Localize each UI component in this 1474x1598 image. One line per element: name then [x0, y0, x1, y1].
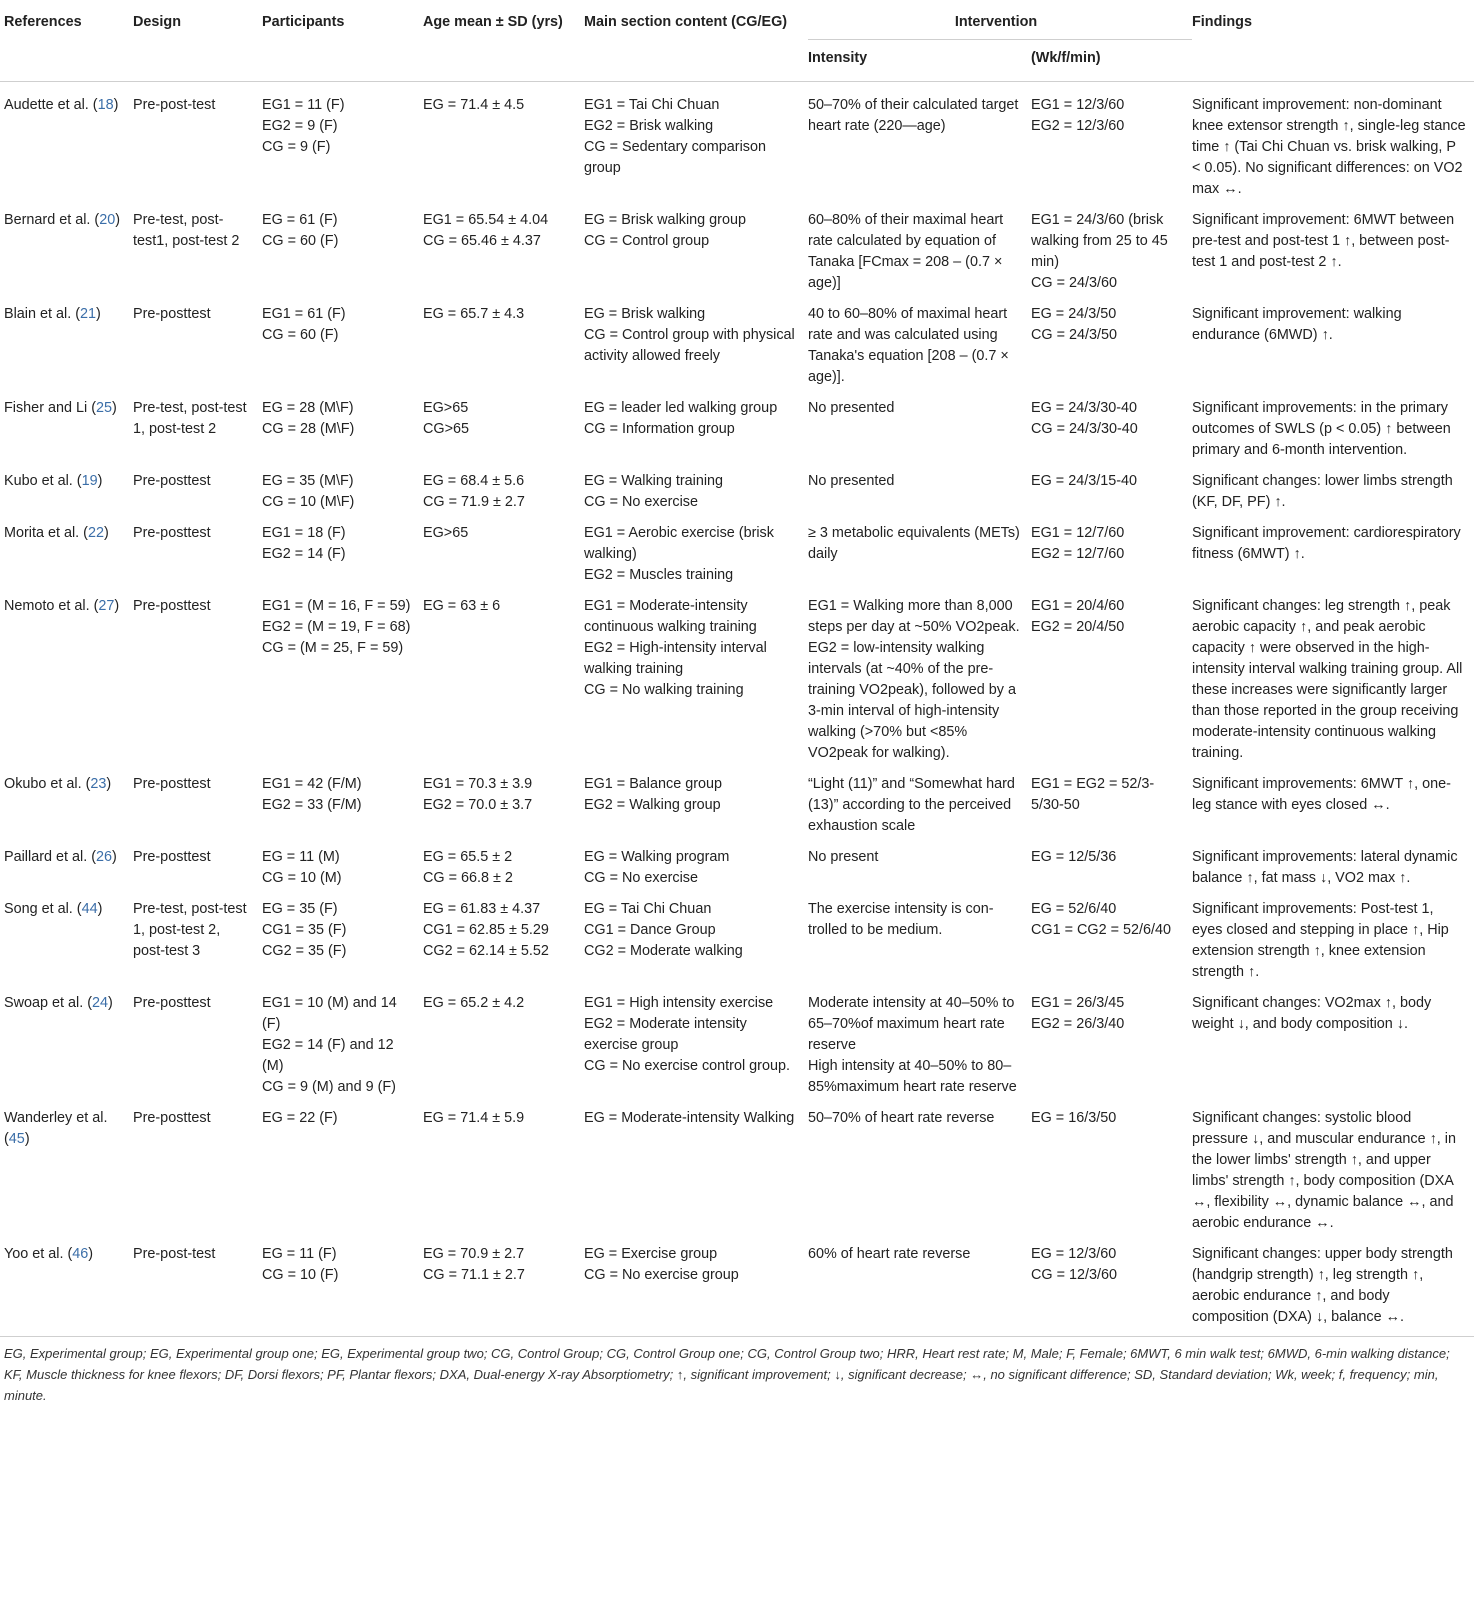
cell-reference: Wanderley et al. (45): [4, 1110, 108, 1147]
content-line: CG2 = Moderate walking: [584, 943, 743, 959]
cell-reference: Kubo et al. (19): [4, 473, 103, 489]
cell-reference: Yoo et al. (46): [4, 1246, 94, 1262]
age-line: EG = 63 ± 6: [423, 598, 501, 614]
findings-line: Significant improvements: Post-test 1, eyes closed and stepping in place ↑, Hip extension strength ↑, knee extension strength ↑.: [1192, 901, 1449, 980]
findings-line: Significant improvements: 6MWT ↑, one-leg stance with eyes closed ↔.: [1192, 776, 1451, 813]
cell-findings: [1192, 590, 1474, 768]
intensity-line: 50–70% of heart rate reverse: [808, 1110, 995, 1126]
cell-findings: [1192, 1238, 1474, 1336]
reference-name: Kubo et al.: [4, 473, 73, 489]
cell-participants: [262, 590, 423, 768]
cell-intensity: [808, 590, 1031, 768]
content-line: EG = Moderate-intensity Walking: [584, 1110, 795, 1126]
reference-name: Audette et al.: [4, 97, 89, 113]
design-line: Pre-posttest: [133, 525, 211, 541]
age-line: EG = 71.4 ± 5.9: [423, 1110, 525, 1126]
cell-age: [423, 82, 584, 205]
cell-intensity: [808, 517, 1031, 590]
content-line: EG1 = Balance group: [584, 776, 723, 792]
wk-line: EG1 = 12/3/60: [1031, 97, 1125, 113]
table-row: [0, 841, 1474, 893]
cell-content: [584, 841, 808, 893]
cell-findings: [1192, 893, 1474, 987]
content-line: EG1 = High intensity exercise: [584, 995, 774, 1011]
content-line: EG2 = Muscles training: [584, 567, 734, 583]
cell-content: [584, 298, 808, 392]
cell-participants: [262, 204, 423, 298]
cell-design: [133, 204, 262, 298]
cell-design: [133, 465, 262, 517]
table-row: [0, 517, 1474, 590]
participants-line: EG2 = 14 (F) and 12 (M): [262, 1037, 394, 1074]
cell-intensity: [808, 392, 1031, 465]
reference-name: Okubo et al.: [4, 776, 82, 792]
design-line: Pre-posttest: [133, 306, 211, 322]
wk-line: EG = 24/3/50: [1031, 306, 1117, 322]
cell-reference: Song et al. (44): [4, 901, 103, 917]
reference-name: Paillard et al.: [4, 849, 88, 865]
cell-findings: [1192, 82, 1474, 205]
wk-line: EG = 16/3/50: [1031, 1110, 1117, 1126]
content-line: EG1 = Tai Chi Chuan: [584, 97, 720, 113]
age-line: EG = 68.4 ± 5.6: [423, 473, 525, 489]
age-line: EG = 61.83 ± 4.37: [423, 901, 541, 917]
table-row: [0, 768, 1474, 841]
intensity-line: No presented: [808, 473, 895, 489]
wk-line: EG = 12/3/60: [1031, 1246, 1117, 1262]
reference-name: Swoap et al.: [4, 995, 84, 1011]
cell-design: [133, 1238, 262, 1336]
header-intensity: Intensity: [808, 50, 868, 66]
participants-line: EG = 61 (F): [262, 212, 338, 228]
wk-line: EG2 = 12/7/60: [1031, 546, 1125, 562]
findings-line: Significant changes: VO2max ↑, body weight ↓, and body composition ↓.: [1192, 995, 1432, 1032]
cell-findings: [1192, 298, 1474, 392]
age-line: EG2 = 70.0 ± 3.7: [423, 797, 533, 813]
wk-line: CG = 24/3/60: [1031, 275, 1117, 291]
content-line: CG = No walking training: [584, 682, 744, 698]
findings-line: Significant changes: upper body strength (handgrip strength) ↑, leg strength ↑, aerobic endurance ↑, and body composition (DXA) ↓, balance ↔.: [1192, 1246, 1453, 1325]
table-row: [0, 298, 1474, 392]
age-line: CG = 71.9 ± 2.7: [423, 494, 525, 510]
content-line: EG = Walking training: [584, 473, 724, 489]
reference-citation-link[interactable]: 23: [90, 776, 107, 792]
participants-line: EG2 = 9 (F): [262, 118, 338, 134]
content-line: EG2 = Brisk walking: [584, 118, 714, 134]
wk-line: EG2 = 12/3/60: [1031, 118, 1125, 134]
content-line: CG = Information group: [584, 421, 735, 437]
cell-reference: Nemoto et al. (27): [4, 598, 120, 614]
participants-line: CG = 9 (M) and 9 (F): [262, 1079, 396, 1095]
cell-reference: Audette et al. (18): [4, 97, 119, 113]
age-line: CG = 65.46 ± 4.37: [423, 233, 541, 249]
wk-line: EG2 = 20/4/50: [1031, 619, 1125, 635]
cell-age: [423, 841, 584, 893]
intensity-line: No present: [808, 849, 879, 865]
content-line: CG1 = Dance Group: [584, 922, 716, 938]
cell-wk: [1031, 768, 1192, 841]
cell-participants: [262, 987, 423, 1102]
design-line: Pre-posttest: [133, 776, 211, 792]
participants-line: EG1 = 61 (F): [262, 306, 346, 322]
cell-age: [423, 893, 584, 987]
design-line: Pre-post-test: [133, 1246, 216, 1262]
intensity-line: Moderate intensity at 40–50% to 65–70%of maximum heart rate reserve: [808, 995, 1015, 1053]
participants-line: CG = 28 (M\F): [262, 421, 355, 437]
cell-intensity: [808, 204, 1031, 298]
participants-line: CG = 10 (F): [262, 1267, 339, 1283]
content-line: CG = Sedentary comparison group: [584, 139, 766, 176]
header-findings: Findings: [1192, 14, 1252, 30]
cell-reference: Bernard et al. (20): [4, 212, 121, 228]
age-line: EG = 65.7 ± 4.3: [423, 306, 525, 322]
findings-line: Significant changes: systolic blood pressure ↓, and muscular endurance ↑, in the lower limbs' strength ↑, and upper limbs' strength ↑, body composition (DXA ↔, flexibility ↔, dynamic balance ↔, and aerobic endurance ↔.: [1192, 1110, 1456, 1231]
cell-design: [133, 517, 262, 590]
table-row: [0, 204, 1474, 298]
cell-content: [584, 1102, 808, 1238]
cell-reference: Morita et al. (22): [4, 525, 109, 541]
cell-design: [133, 893, 262, 987]
participants-line: EG2 = 33 (F/M): [262, 797, 362, 813]
content-line: CG = No exercise control group.: [584, 1058, 790, 1074]
content-line: EG1 = Moderate-intensity continuous walking training: [584, 598, 757, 635]
cell-wk: [1031, 841, 1192, 893]
cell-wk: [1031, 392, 1192, 465]
participants-line: EG1 = 10 (M) and 14 (F): [262, 995, 397, 1032]
participants-line: CG = 60 (F): [262, 327, 339, 343]
cell-design: [133, 82, 262, 205]
age-line: EG = 70.9 ± 2.7: [423, 1246, 525, 1262]
cell-content: [584, 1238, 808, 1336]
cell-findings: [1192, 987, 1474, 1102]
participants-line: CG = 9 (F): [262, 139, 331, 155]
cell-participants: [262, 768, 423, 841]
cell-reference: Paillard et al. (26): [4, 849, 117, 865]
findings-line: Significant changes: leg strength ↑, peak aerobic capacity ↑, and peak aerobic capacity ↑ were observed in the high-intensity interval walking training group. All these increases were significantly larger than those reported in the group receiving moderate-intensity continuous walking training.: [1192, 598, 1463, 761]
reference-citation-link[interactable]: 19: [81, 473, 98, 489]
age-line: CG2 = 62.14 ± 5.52: [423, 943, 549, 959]
cell-participants: [262, 1102, 423, 1238]
cell-wk: [1031, 590, 1192, 768]
cell-design: [133, 987, 262, 1102]
participants-line: EG1 = 18 (F): [262, 525, 346, 541]
table-row: [0, 1238, 1474, 1336]
content-line: CG = No exercise group: [584, 1267, 739, 1283]
cell-content: [584, 987, 808, 1102]
cell-intensity: [808, 841, 1031, 893]
cell-age: [423, 1102, 584, 1238]
findings-line: Significant improvement: walking endurance (6MWD) ↑.: [1192, 306, 1402, 343]
age-line: EG = 65.5 ± 2: [423, 849, 513, 865]
content-line: EG = Brisk walking group: [584, 212, 746, 228]
participants-line: CG2 = 35 (F): [262, 943, 347, 959]
cell-wk: [1031, 1238, 1192, 1336]
cell-design: [133, 768, 262, 841]
cell-age: [423, 392, 584, 465]
intensity-line: “Light (11)” and “Somewhat hard (13)” according to the perceived exhaustion scale: [808, 776, 1015, 834]
intensity-line: 60–80% of their maximal heart rate calculated by equation of Tanaka [FCmax = 208 – (0.7 × age)]: [808, 212, 1004, 291]
cell-reference: Okubo et al. (23): [4, 776, 112, 792]
reference-citation-link[interactable]: 18: [97, 97, 114, 113]
cell-age: [423, 768, 584, 841]
content-line: EG = Walking program: [584, 849, 730, 865]
wk-line: EG1 = 20/4/60: [1031, 598, 1125, 614]
cell-age: [423, 590, 584, 768]
reference-citation-link[interactable]: 26: [96, 849, 113, 865]
wk-line: EG1 = 26/3/45: [1031, 995, 1125, 1011]
content-line: EG = Tai Chi Chuan: [584, 901, 712, 917]
cell-age: [423, 465, 584, 517]
design-line: Pre-posttest: [133, 995, 211, 1011]
table-row: [0, 465, 1474, 517]
cell-wk: [1031, 465, 1192, 517]
cell-findings: [1192, 465, 1474, 517]
header-wkfmin: (Wk/f/min): [1031, 50, 1101, 66]
table-row: [0, 590, 1474, 768]
content-line: EG1 = Aerobic exercise (brisk walking): [584, 525, 774, 562]
wk-line: EG = 52/6/40: [1031, 901, 1117, 917]
findings-line: Significant improvement: cardiorespiratory fitness (6MWT) ↑.: [1192, 525, 1461, 562]
reference-name: Blain et al.: [4, 306, 72, 322]
findings-line: Significant improvements: lateral dynamic balance ↑, fat mass ↓, VO2 max ↑.: [1192, 849, 1458, 886]
cell-wk: [1031, 1102, 1192, 1238]
participants-line: EG = 35 (M\F): [262, 473, 354, 489]
header-intervention: Intervention: [808, 0, 1192, 40]
cell-intensity: [808, 1102, 1031, 1238]
findings-line: Significant improvement: non-dominant knee extensor strength ↑, single-leg stance time ↑ (Tai Chi Chuan vs. brisk walking, P < 0.05). No significant differences: on VO2 max ↔.: [1192, 97, 1466, 197]
cell-participants: [262, 517, 423, 590]
table-row: [0, 392, 1474, 465]
participants-line: EG2 = 14 (F): [262, 546, 346, 562]
reference-citation-link[interactable]: 20: [99, 212, 116, 228]
cell-content: [584, 465, 808, 517]
cell-wk: [1031, 298, 1192, 392]
age-line: CG>65: [423, 421, 469, 437]
cell-participants: [262, 392, 423, 465]
reference-name: Nemoto et al.: [4, 598, 90, 614]
age-line: CG = 66.8 ± 2: [423, 870, 513, 886]
cell-age: [423, 517, 584, 590]
age-line: EG1 = 70.3 ± 3.9: [423, 776, 533, 792]
age-line: CG1 = 62.85 ± 5.29: [423, 922, 549, 938]
cell-content: [584, 204, 808, 298]
design-line: Pre-posttest: [133, 849, 211, 865]
design-line: Pre-post-test: [133, 97, 216, 113]
participants-line: EG1 = (M = 16, F = 59): [262, 598, 411, 614]
reference-name: Wanderley et al.: [4, 1110, 108, 1126]
cell-design: [133, 841, 262, 893]
cell-content: [584, 590, 808, 768]
table-footnote: EG, Experimental group; EG, Experimental group one; EG, Experimental group two; CG, Control Group; CG, Control Group one; CG, Control Group two; HRR, Heart rest rate; M, Male; F, Female; 6MWT, 6 min walk test; 6MWD, 6-min walking distance; KF, Muscle thickness for knee flexors; DF, Dorsi flexors; PF, Plantar flexors; DXA, Dual-energy X-ray Absorptiometry; ↑, significant improvement; ↓, significant decrease; ↔, no significant difference; SD, Standard deviation; Wk, week; f, frequency; min, minute.: [0, 1336, 1474, 1406]
design-line: Pre-posttest: [133, 1110, 211, 1126]
cell-intensity: [808, 298, 1031, 392]
wk-line: EG1 = EG2 = 52/3-5/30-50: [1031, 776, 1155, 813]
findings-line: Significant changes: lower limbs strength (KF, DF, PF) ↑.: [1192, 473, 1453, 510]
intensity-line: 60% of heart rate reverse: [808, 1246, 971, 1262]
design-line: Pre-test, post-test 1, post-test 2, post-test 3: [133, 901, 247, 959]
cell-findings: [1192, 768, 1474, 841]
cell-wk: [1031, 517, 1192, 590]
wk-line: CG = 24/3/30-40: [1031, 421, 1138, 437]
participants-line: CG = 10 (M\F): [262, 494, 355, 510]
participants-line: CG1 = 35 (F): [262, 922, 347, 938]
cell-content: [584, 768, 808, 841]
table-body: [0, 82, 1474, 1337]
cell-design: [133, 590, 262, 768]
content-line: CG = Control group with physical activity allowed freely: [584, 327, 795, 364]
content-line: EG = Brisk walking: [584, 306, 706, 322]
findings-line: Significant improvements: in the primary outcomes of SWLS (p < 0.05) ↑ between primary and 6-month intervention.: [1192, 400, 1451, 458]
header-age: Age mean ± SD (yrs): [423, 14, 563, 30]
intensity-line: EG1 = Walking more than 8,000 steps per day at ~50% VO2peak.: [808, 598, 1020, 635]
cell-design: [133, 1102, 262, 1238]
cell-content: [584, 893, 808, 987]
cell-intensity: [808, 987, 1031, 1102]
content-line: EG2 = Walking group: [584, 797, 721, 813]
participants-line: EG = 28 (M\F): [262, 400, 354, 416]
cell-age: [423, 1238, 584, 1336]
content-line: EG2 = Moderate intensity exercise group: [584, 1016, 747, 1053]
design-line: Pre-posttest: [133, 473, 211, 489]
design-line: Pre-posttest: [133, 598, 211, 614]
intensity-line: No presented: [808, 400, 895, 416]
content-line: EG2 = High-intensity interval walking training: [584, 640, 767, 677]
cell-wk: [1031, 204, 1192, 298]
cell-findings: [1192, 392, 1474, 465]
wk-line: EG2 = 26/3/40: [1031, 1016, 1125, 1032]
design-line: Pre-test, post-test 1, post-test 2: [133, 400, 247, 437]
cell-reference: Blain et al. (21): [4, 306, 101, 322]
wk-line: EG = 12/5/36: [1031, 849, 1117, 865]
table-row: [0, 893, 1474, 987]
design-line: Pre-test, post-test1, post-test 2: [133, 212, 240, 249]
cell-participants: [262, 893, 423, 987]
cell-age: [423, 204, 584, 298]
reference-citation-link[interactable]: 45: [8, 1131, 25, 1147]
header-participants: Participants: [262, 14, 345, 30]
reference-citation-link[interactable]: 24: [92, 995, 109, 1011]
participants-line: CG = 60 (F): [262, 233, 339, 249]
participants-line: EG = 11 (F): [262, 1246, 337, 1262]
intensity-line: High intensity at 40–50% to 80–85%maximum heart rate reserve: [808, 1058, 1017, 1095]
intensity-line: 40 to 60–80% of maximal heart rate and was calculated using Tanaka's equation [208 – (0.7 × age)].: [808, 306, 1009, 385]
cell-age: [423, 298, 584, 392]
findings-line: Significant improvement: 6MWT between pre-test and post-test 1 ↑, between post-test 1 and post-test 2 ↑.: [1192, 212, 1455, 270]
reference-citation-link[interactable]: 27: [98, 598, 115, 614]
wk-line: CG = 24/3/50: [1031, 327, 1117, 343]
cell-intensity: [808, 893, 1031, 987]
cell-age: [423, 987, 584, 1102]
cell-wk: [1031, 82, 1192, 205]
participants-line: CG = 10 (M): [262, 870, 342, 886]
reference-name: Yoo et al.: [4, 1246, 64, 1262]
table-header: [0, 0, 1474, 82]
content-line: EG = Exercise group: [584, 1246, 718, 1262]
cell-findings: [1192, 204, 1474, 298]
cell-participants: [262, 1238, 423, 1336]
intensity-line: ≥ 3 metabolic equivalents (METs) daily: [808, 525, 1020, 562]
table-row: [0, 82, 1474, 205]
reference-name: Bernard et al.: [4, 212, 91, 228]
cell-intensity: [808, 82, 1031, 205]
reference-citation-link[interactable]: 22: [87, 525, 104, 541]
participants-line: EG = 11 (M): [262, 849, 340, 865]
cell-findings: [1192, 841, 1474, 893]
wk-line: EG1 = 24/3/60 (brisk walking from 25 to 45 min): [1031, 212, 1168, 270]
cell-findings: [1192, 1102, 1474, 1238]
wk-line: EG = 24/3/15-40: [1031, 473, 1138, 489]
header-references: References: [4, 14, 82, 30]
intensity-line: EG2 = low-intensity walking intervals (at ~40% of the pre-training VO2peak), followed by a 3-min interval of high-intensity walking (>70% but <85% VO2peak for walking).: [808, 640, 1016, 761]
intensity-line: The exercise intensity is con- trolled to be medium.: [808, 901, 994, 938]
cell-content: [584, 517, 808, 590]
reference-name: Fisher and Li: [4, 400, 88, 416]
cell-wk: [1031, 893, 1192, 987]
age-line: EG = 65.2 ± 4.2: [423, 995, 525, 1011]
content-line: CG = No exercise: [584, 870, 698, 886]
age-line: EG>65: [423, 400, 469, 416]
cell-intensity: [808, 465, 1031, 517]
content-line: EG = leader led walking group: [584, 400, 778, 416]
age-line: EG1 = 65.54 ± 4.04: [423, 212, 549, 228]
reference-citation-link[interactable]: 44: [81, 901, 98, 917]
header-content: Main section content (CG/EG): [584, 14, 788, 30]
age-line: EG = 71.4 ± 4.5: [423, 97, 525, 113]
cell-reference: Swoap et al. (24): [4, 995, 113, 1011]
age-line: EG>65: [423, 525, 469, 541]
participants-line: EG1 = 11 (F): [262, 97, 345, 113]
cell-participants: [262, 82, 423, 205]
age-line: CG = 71.1 ± 2.7: [423, 1267, 525, 1283]
reference-citation-link[interactable]: 25: [96, 400, 113, 416]
cell-participants: [262, 298, 423, 392]
cell-content: [584, 82, 808, 205]
table-row: [0, 987, 1474, 1102]
cell-participants: [262, 841, 423, 893]
cell-design: [133, 298, 262, 392]
participants-line: EG = 35 (F): [262, 901, 338, 917]
wk-line: CG1 = CG2 = 52/6/40: [1031, 922, 1171, 938]
reference-citation-link[interactable]: 46: [72, 1246, 89, 1262]
reference-citation-link[interactable]: 21: [80, 306, 97, 322]
table-row: [0, 1102, 1474, 1238]
cell-participants: [262, 465, 423, 517]
content-line: CG = No exercise: [584, 494, 698, 510]
cell-design: [133, 392, 262, 465]
intensity-line: 50–70% of their calculated target heart rate (220—age): [808, 97, 1019, 134]
wk-line: EG1 = 12/7/60: [1031, 525, 1125, 541]
cell-intensity: [808, 1238, 1031, 1336]
content-line: CG = Control group: [584, 233, 710, 249]
cell-wk: [1031, 987, 1192, 1102]
cell-content: [584, 392, 808, 465]
reference-name: Song et al.: [4, 901, 73, 917]
wk-line: CG = 12/3/60: [1031, 1267, 1117, 1283]
participants-line: EG1 = 42 (F/M): [262, 776, 362, 792]
cell-intensity: [808, 768, 1031, 841]
header-design: Design: [133, 14, 181, 30]
cell-reference: Fisher and Li (25): [4, 400, 117, 416]
participants-line: EG = 22 (F): [262, 1110, 338, 1126]
cell-findings: [1192, 517, 1474, 590]
wk-line: EG = 24/3/30-40: [1031, 400, 1138, 416]
reference-name: Morita et al.: [4, 525, 80, 541]
participants-line: EG2 = (M = 19, F = 68) CG = (M = 25, F = 59): [262, 619, 411, 656]
